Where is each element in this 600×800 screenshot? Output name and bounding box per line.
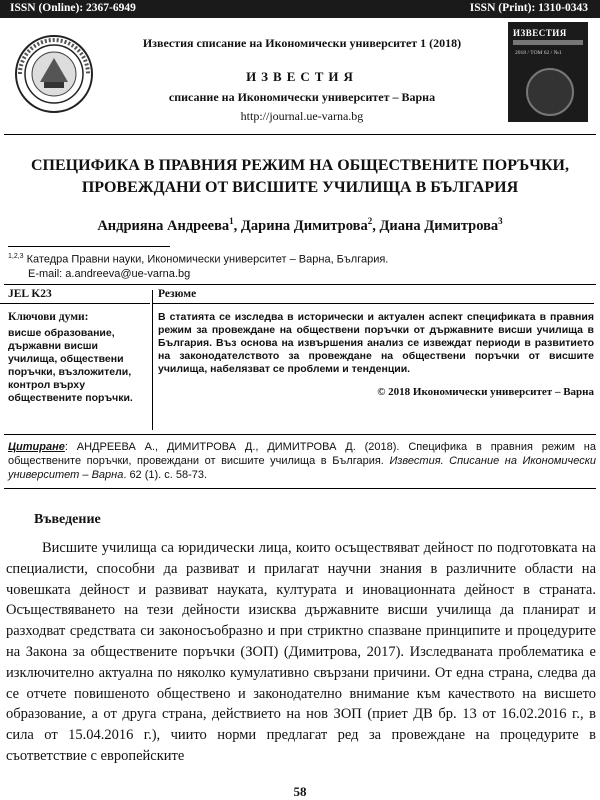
abstract-column-rule — [152, 290, 153, 430]
author-sup: 2 — [367, 216, 373, 226]
copyright: © 2018 Икономически университет – Варна — [377, 386, 594, 398]
section-heading: Въведение — [34, 512, 101, 527]
author-name: Диана Димитрова — [379, 217, 499, 234]
citation-rule — [4, 488, 596, 489]
abstract-label-rule — [152, 303, 594, 304]
citation — [8, 440, 596, 482]
cover-title: ИЗВЕСТИЯ — [513, 28, 567, 38]
abstract-bottom-rule — [4, 434, 596, 435]
journal-name: ИЗВЕСТИЯ — [246, 69, 358, 84]
abstract-text: В статията се изследва в исторически и актуален аспект спецификата в правния режим за провеждане на обществени поръчки от държавните висши училища в България. Въз основа на извършения анализ се извеждат периоди в развитието на законодателството за провеждане на обществени поръчки от висшите училища, набелязват се проблеми и тенденции. — [158, 311, 594, 375]
journal-url[interactable]: http://journal.ue-varna.bg — [240, 109, 364, 123]
author-name: Дарина Димитрова — [240, 217, 368, 234]
authors: Андрияна Андреева$^1$, Дарина Димитрова$^2$, Диана Димитрова$^3$ — [97, 216, 503, 234]
citation-journal: Известия. Списание на Икономически университет – Варна — [8, 455, 597, 481]
affiliation-rule — [8, 246, 170, 247]
abstract-top-rule — [4, 284, 596, 285]
journal-cover — [508, 22, 588, 122]
issn-online: ISSN (Online): 2367-6949 — [10, 2, 136, 14]
author-email[interactable]: E-mail: a.andreeva@ue-varna.bg — [28, 267, 191, 280]
university-seal-icon — [14, 34, 94, 114]
citation-label: Цитиране — [8, 441, 65, 453]
journal-subtitle: списание на Икономически университет – Варна — [168, 90, 436, 104]
keywords-label: Ключови думи: — [8, 311, 89, 323]
journal-header — [100, 26, 504, 124]
jel-rule — [0, 303, 150, 304]
author-sup: 1 — [229, 216, 234, 226]
title-line-1: СПЕЦИФИКА В ПРАВНИЯ РЕЖИМ НА ОБЩЕСТВЕНИТЕ ПОРЪЧКИ, — [31, 157, 569, 174]
intro-paragraph: Висшите училища са юридически лица, които осъществяват дейност по подготовката на специалисти, способни да развиват и прилагат научни знания в различните области на човешката дейност и развиват науката, културата и иновационната дейност в страната. Осъществяването на тези дейности изисква държавните висши училища да планират и разходват средствата си законосъобразно и при стриктно спазване принципите и процедурите на Закона за обществените поръчки (ЗОП) (Димитрова, 2017). Изследваната проблематика е изключително актуална по няколко кумулативно свързани причини. От една страна, следва да се отчете повишеното обществено и законодателно внимание към качеството на висшето образование, а от друга страна, действието на нов ЗОП (приет ДВ бр. 13 от 16.02.2016 г., в сила от 15.04.2016 г.), чиито норми предлагат ред за провеждане на процедурите в съответствие с европейските — [6, 540, 596, 764]
author-sup: 3 — [498, 216, 503, 226]
affiliation-text: Катедра Правни науки, Икономически университет – Варна, България. — [26, 253, 389, 266]
article-title — [0, 155, 600, 199]
cover-band — [513, 40, 583, 45]
citation-tail: . 62 (1). с. 58-73. — [123, 469, 208, 481]
author-name: Андрияна Андреева — [97, 217, 230, 234]
header-divider — [4, 134, 596, 135]
citation-text: : АНДРЕЕВА А., ДИМИТРОВА Д., ДИМИТРОВА Д. (2018). Специфика в правния режим на обществените поръчки, провеждани от висшите училища в България. — [8, 441, 596, 467]
cover-subtitle: 2018 / ТОМ 62 / №1 — [515, 50, 562, 56]
issn-print: ISSN (Print): 1310-0343 — [469, 2, 588, 14]
page-number: 58 — [293, 784, 307, 799]
journal-line: Известия списание на Икономически университет 1 (2018) — [142, 36, 462, 50]
abstract-column — [158, 288, 594, 398]
affiliation-sup: 1,2,3 — [8, 253, 24, 260]
issn-bar — [0, 0, 600, 18]
abstract-label: Резюме — [158, 288, 197, 300]
cover-emblem-icon — [526, 68, 574, 116]
jel-code: JEL K23 — [8, 288, 52, 300]
keywords-column — [8, 288, 148, 405]
title-line-2: ПРОВЕЖДАНИ ОТ ВИСШИТЕ УЧИЛИЩА В БЪЛГАРИЯ — [81, 179, 519, 196]
affiliation — [8, 250, 388, 281]
keywords-text: висше образование, държавни висши училища, обществени поръчки, възложители, контрол върху обществените поръчки. — [8, 327, 133, 404]
